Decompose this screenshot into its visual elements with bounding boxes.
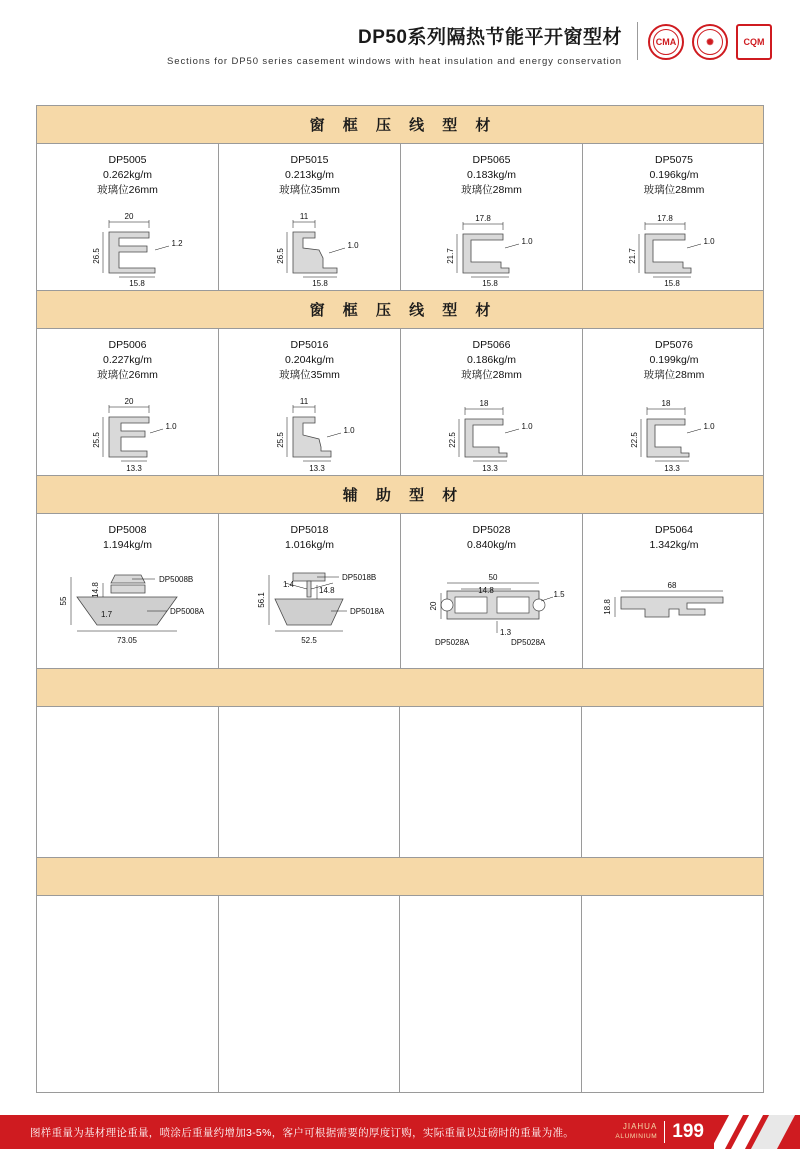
dim-right: 1.0	[703, 422, 715, 431]
profile-weight: 0.196kg/m	[649, 169, 699, 181]
dim-height: 20	[429, 601, 438, 611]
profile-code: DP5006	[108, 339, 147, 351]
profile-weight: 0.183kg/m	[466, 169, 517, 181]
brand-name: JIAHUA	[622, 1122, 658, 1131]
certification-logo-text: ✺	[706, 36, 714, 47]
profile-code: DP5016	[290, 339, 329, 351]
dim-top: 18	[479, 399, 489, 408]
dim-right: 1.0	[521, 422, 533, 431]
profile-header	[219, 153, 400, 198]
dim-right: 1.0	[165, 422, 177, 431]
profile-weight: 0.204kg/m	[284, 354, 335, 366]
section-band-2	[37, 291, 763, 329]
section-title: 窗 框 压 线 型 材	[309, 117, 498, 134]
profile-cell-dp5028[interactable]	[401, 514, 583, 668]
profile-cell-dp5005[interactable]	[37, 144, 219, 290]
part-label-a: DP5018A	[350, 607, 385, 616]
dim-top: 17.8	[475, 214, 491, 223]
dim-left: 26.5	[276, 248, 285, 264]
profile-code: DP5076	[655, 339, 693, 351]
header-divider	[637, 22, 638, 60]
table-row-empty	[37, 707, 763, 858]
dim-right: 1.0	[347, 241, 359, 250]
dim-top: 11	[299, 397, 309, 406]
profile-glass: 玻璃位28mm	[643, 369, 705, 381]
dim-bottom: 15.8	[664, 279, 680, 288]
header-titles	[167, 22, 622, 67]
empty-cell[interactable]	[582, 707, 764, 857]
dim-width: 52.5	[301, 636, 317, 645]
profile-weight: 1.016kg/m	[284, 539, 335, 551]
page-number: 199	[664, 1121, 714, 1143]
dim-top: 18	[661, 399, 671, 408]
profiles-table	[36, 105, 764, 1093]
page-header	[0, 0, 800, 82]
profile-code: DP5008	[108, 524, 147, 536]
profile-cell-dp5065[interactable]	[401, 144, 583, 290]
dim-c: 14.8	[319, 586, 335, 595]
brand-subname: ALUMINIUM	[615, 1133, 658, 1140]
profile-header	[583, 153, 765, 198]
dim-b: 14.8	[478, 586, 494, 595]
profile-header	[37, 153, 218, 198]
profile-code: DP5065	[472, 154, 511, 166]
profile-drawing	[37, 553, 219, 668]
profile-cell-dp5006[interactable]	[37, 329, 219, 475]
page-footer	[0, 1115, 800, 1149]
section-band-4	[37, 669, 763, 707]
dim-bottom: 15.8	[482, 279, 498, 288]
profile-weight: 1.194kg/m	[102, 539, 153, 551]
dim-c: 1.7	[101, 610, 113, 619]
empty-cell[interactable]	[582, 896, 764, 1092]
dim-width: 50	[488, 573, 498, 582]
profile-weight: 0.186kg/m	[466, 354, 517, 366]
dim-top: 20	[124, 397, 134, 406]
profile-glass: 玻璃位28mm	[461, 184, 522, 196]
profile-drawing	[37, 198, 219, 290]
dim-top: 20	[124, 212, 134, 221]
dim-bottom: 15.8	[312, 279, 328, 288]
footer-right	[615, 1115, 800, 1149]
profile-cell-dp5076[interactable]	[583, 329, 765, 475]
dim-d: 1.5	[553, 590, 565, 599]
profile-code: DP5018	[290, 524, 329, 536]
section-band-3	[37, 476, 763, 514]
certification-logos	[648, 24, 772, 60]
profile-glass: 玻璃位35mm	[279, 184, 340, 196]
profile-cell-dp5075[interactable]	[583, 144, 765, 290]
profile-glass: 玻璃位26mm	[97, 184, 158, 196]
part-label-b: DP5008B	[159, 575, 194, 584]
profile-drawing	[401, 198, 583, 290]
dim-height: 18.8	[603, 599, 612, 615]
profile-drawing	[37, 383, 219, 475]
profile-drawing	[219, 553, 401, 668]
profile-glass: 玻璃位26mm	[97, 369, 158, 381]
profile-code: DP5005	[108, 154, 147, 166]
section-title: 辅 助 型 材	[342, 487, 465, 504]
cqm-logo-text: CQM	[743, 37, 765, 47]
profile-weight: 1.342kg/m	[649, 539, 699, 551]
page-title: DP50系列隔热节能平开窗型材	[357, 27, 622, 48]
dim-width: 68	[667, 581, 677, 590]
dim-left: 21.7	[446, 248, 455, 264]
dim-left: 21.7	[628, 248, 637, 264]
dim-left: 22.5	[448, 432, 457, 448]
profile-cell-dp5066[interactable]	[401, 329, 583, 475]
certification-logo	[692, 24, 728, 60]
profile-drawing	[583, 553, 765, 668]
profile-header	[401, 523, 582, 553]
section-title: 窗 框 压 线 型 材	[309, 302, 498, 319]
dim-b: 1.4	[283, 580, 295, 589]
profile-header	[583, 523, 765, 553]
profile-weight: 0.227kg/m	[102, 354, 153, 366]
dim-height: 56.1	[257, 592, 266, 608]
page-subtitle: Sections for DP50 series casement windows with heat insulation and energy conservation	[167, 56, 622, 67]
profile-drawing	[583, 383, 765, 475]
table-row-empty	[37, 896, 763, 1092]
dim-left: 26.5	[92, 248, 101, 264]
profile-drawing	[583, 198, 765, 290]
profile-drawing	[401, 553, 583, 668]
dim-right: 1.0	[521, 237, 533, 246]
profile-cell-dp5016[interactable]	[219, 329, 401, 475]
profile-code: DP5075	[655, 154, 693, 166]
empty-cell[interactable]	[219, 896, 401, 1092]
profile-glass: 玻璃位28mm	[643, 184, 705, 196]
part-label-a: DP5008A	[170, 607, 205, 616]
part-label-right: DP5028A	[511, 638, 546, 647]
dim-top: 11	[299, 212, 309, 221]
brand-block	[615, 1122, 664, 1142]
section-band-1	[37, 106, 763, 144]
dim-left: 25.5	[92, 432, 101, 448]
profile-weight: 0.262kg/m	[102, 169, 153, 181]
dim-left: 25.5	[276, 432, 285, 448]
profile-code: DP5015	[290, 154, 329, 166]
dim-left: 22.5	[630, 432, 639, 448]
empty-cell[interactable]	[37, 896, 219, 1092]
profile-cell-dp5064[interactable]	[583, 514, 765, 668]
swoosh-decoration	[714, 1115, 800, 1149]
section-band-5	[37, 858, 763, 896]
profile-cell-dp5008[interactable]	[37, 514, 219, 668]
profile-code: DP5028	[472, 524, 511, 536]
cma-logo-text: CMA	[655, 37, 677, 47]
empty-cell[interactable]	[400, 896, 582, 1092]
profile-cell-dp5015[interactable]	[219, 144, 401, 290]
table-row	[37, 329, 763, 476]
dim-right: 1.0	[703, 237, 715, 246]
profile-header	[401, 338, 582, 383]
profile-header	[37, 338, 218, 383]
profile-code: DP5066	[472, 339, 511, 351]
part-label-b: DP5018B	[342, 573, 377, 582]
empty-cell[interactable]	[400, 707, 582, 857]
dim-width: 73.05	[116, 636, 138, 645]
dim-e: 1.3	[500, 628, 512, 637]
profile-cell-dp5018[interactable]	[219, 514, 401, 668]
empty-cell[interactable]	[37, 707, 219, 857]
profile-header	[219, 523, 400, 553]
profile-drawing	[401, 383, 583, 475]
dim-bottom: 13.3	[482, 464, 498, 473]
profile-glass: 玻璃位28mm	[461, 369, 522, 381]
profile-header	[401, 153, 582, 198]
profile-glass: 玻璃位35mm	[279, 369, 340, 381]
dim-right: 1.0	[343, 426, 355, 435]
dim-bottom: 15.8	[129, 279, 145, 288]
profile-weight: 0.840kg/m	[466, 539, 517, 551]
dim-bottom: 13.3	[126, 464, 142, 473]
dim-bottom: 13.3	[309, 464, 325, 473]
footer-note: 图样重量为基材理论重量，喷涂后重量约增加3-5%，客户可根据需要的厚度订购，实际重量以过磅时的重量为准。	[30, 1126, 575, 1139]
table-row	[37, 514, 763, 669]
profile-drawing	[219, 198, 401, 290]
cqm-logo	[736, 24, 772, 60]
profile-header	[37, 523, 218, 553]
profile-weight: 0.213kg/m	[284, 169, 335, 181]
profile-header	[583, 338, 765, 383]
profile-drawing	[219, 383, 401, 475]
dim-height: 55	[59, 596, 68, 606]
profile-header	[219, 338, 400, 383]
cma-logo	[648, 24, 684, 60]
table-row	[37, 144, 763, 291]
dim-b: 14.8	[91, 582, 100, 598]
dim-bottom: 13.3	[664, 464, 680, 473]
profile-code: DP5064	[655, 524, 693, 536]
dim-top: 17.8	[657, 214, 673, 223]
empty-cell[interactable]	[219, 707, 401, 857]
profile-weight: 0.199kg/m	[649, 354, 699, 366]
dim-right: 1.2	[171, 239, 183, 248]
part-label-left: DP5028A	[435, 638, 470, 647]
